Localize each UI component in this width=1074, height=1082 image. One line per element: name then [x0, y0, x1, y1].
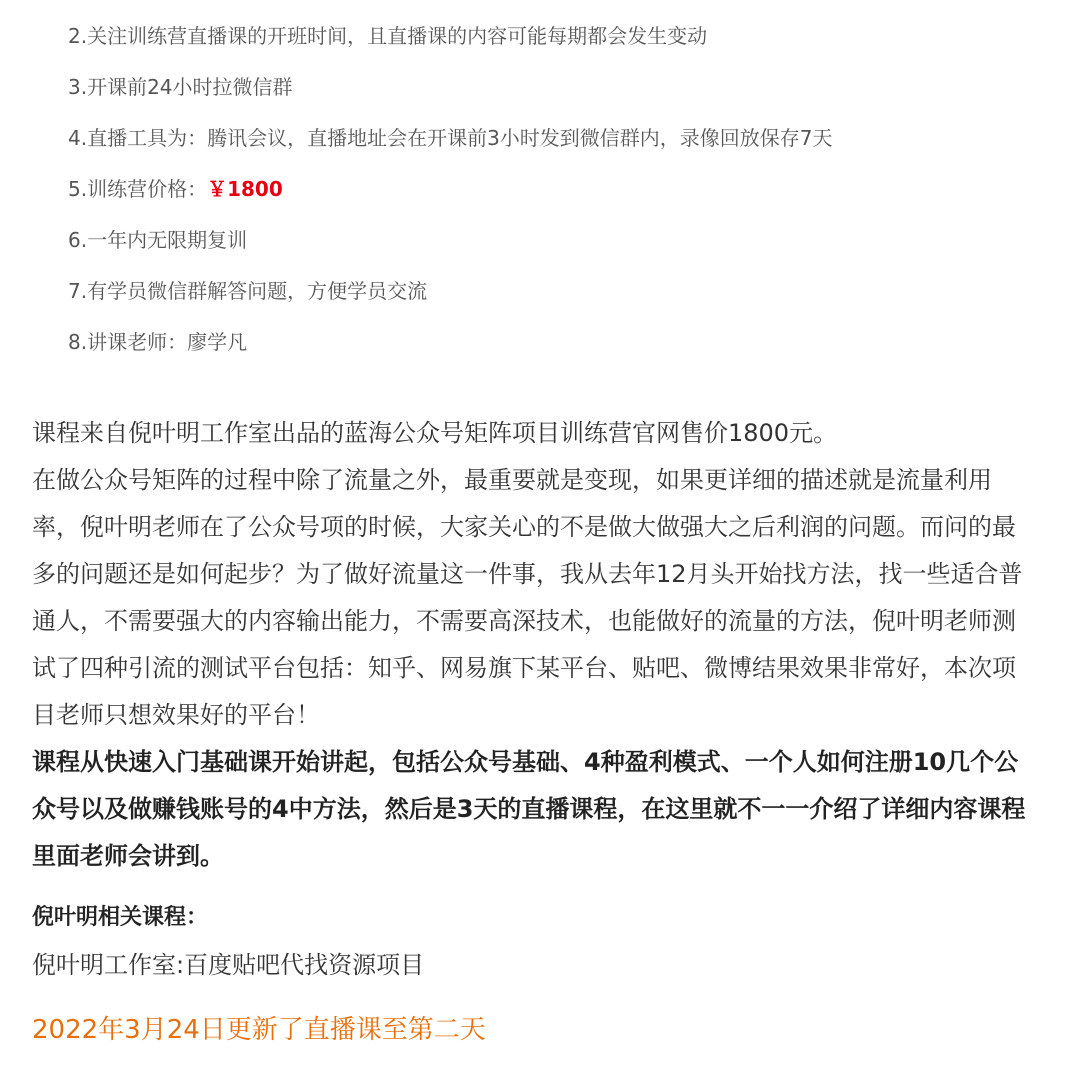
list-item	[68, 116, 1048, 167]
list-item-text: 8.讲课老师：廖学凡	[68, 330, 248, 354]
list-item	[68, 65, 1048, 116]
update-note: 2022年3月24日更新了直播课至第二天	[32, 1015, 486, 1045]
list-item-text: 5.训练营价格：	[68, 177, 208, 201]
list-item	[68, 218, 1048, 269]
list-item	[68, 14, 1048, 65]
list-item	[68, 167, 1048, 218]
list-item-text: 4.直播工具为：腾讯会议，直播地址会在开课前3小时发到微信群内，录像回放保存7天	[68, 126, 833, 150]
body-paragraph: 在做公众号矩阵的过程中除了流量之外，最重要就是变现，如果更详细的描述就是流量利用率，倪叶明老师在了公众号项的时候，大家关心的不是做大做强大之后利润的问题。而问的最多的问题还是如何起步？为了做好流量这一件事，我从去年12月头开始找方法，找一些适合普通人，不需要强大的内容输出能力，不需要高深技术，也能做好的流量的方法，倪叶明老师测试了四种引流的测试平台包括：知乎、网易旗下某平台、贴吧、微博结果效果非常好，本次项目老师只想效果好的平台！	[32, 466, 1023, 729]
bold-paragraph: 课程从快速入门基础课开始讲起，包括公众号基础、4种盈利模式、一个人如何注册10几个公众号以及做赚钱账号的4中方法，然后是3天的直播课程，在这里就不一一介绍了详细内容课程里面老师会讲到。	[32, 748, 1026, 870]
article-body	[32, 410, 1032, 880]
list-item-text: 7.有学员微信群解答问题，方便学员交流	[68, 279, 428, 303]
list-item	[68, 320, 1048, 371]
source-line: 课程来自倪叶明工作室出品的蓝海公众号矩阵项目训练营官网售价1800元。	[32, 419, 838, 447]
list-item-text: 2.关注训练营直播课的开班时间，且直播课的内容可能每期都会发生变动	[68, 24, 708, 48]
price-value: ￥1800	[207, 177, 283, 201]
related-course-link[interactable]: 倪叶明工作室:百度贴吧代找资源项目	[32, 951, 425, 979]
list-item-text: 3.开课前24小时拉微信群	[68, 75, 293, 99]
related-courses-heading: 倪叶明相关课程：	[32, 905, 209, 930]
course-notes-list	[68, 14, 1048, 371]
list-item-text: 6.一年内无限期复训	[68, 228, 248, 252]
list-item	[68, 269, 1048, 320]
